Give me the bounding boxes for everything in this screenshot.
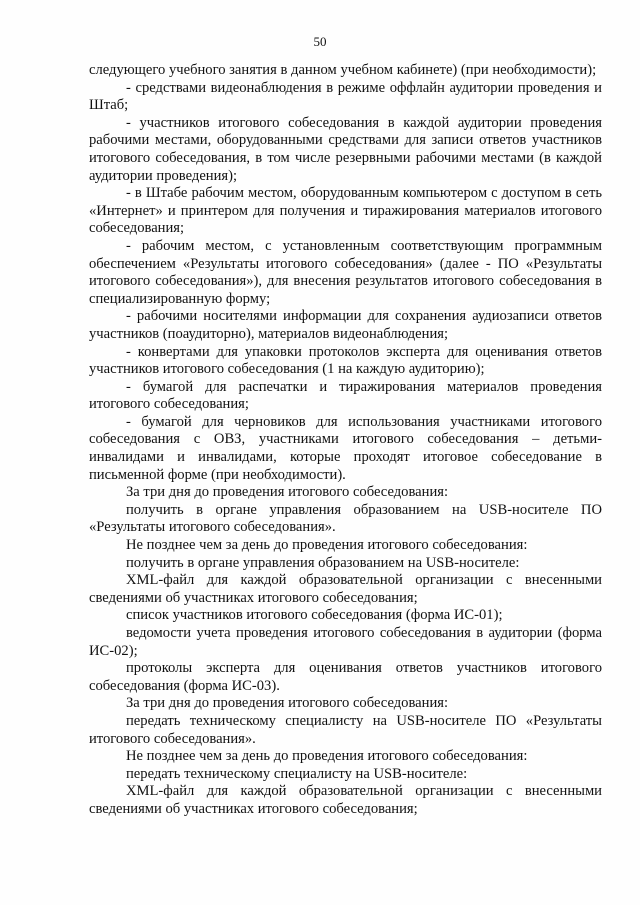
paragraph: XML-файл для каждой образовательной организации с внесенными сведениями об участниках итогового собеседования; <box>89 572 602 606</box>
paragraph: передать техническому специалисту на USB-носителе ПО «Результаты итогового собеседования». <box>89 712 602 747</box>
paragraph: За три дня до проведения итогового собеседования: <box>126 484 449 501</box>
paragraph: следующего учебного занятия в данном учебном кабинете) (при необходимости); <box>89 62 597 78</box>
list-item: - в Штабе рабочим местом, оборудованным компьютером с доступом в сеть «Интернет» и принтером для получения и тиражирования материалов итогового собеседования; <box>89 185 602 237</box>
paragraph: получить в органе управления образованием на USB-носителе ПО «Результаты итогового собеседования». <box>89 501 602 536</box>
page-number: 50 <box>313 34 327 49</box>
paragraph: Не позднее чем за день до проведения итогового собеседования: <box>126 537 528 554</box>
document-body <box>89 62 602 819</box>
list-item: - рабочими носителями информации для сохранения аудиозаписи ответов участников (поаудиторно), материалов видеонаблюдения; <box>89 308 602 342</box>
paragraph: Не позднее чем за день до проведения итогового собеседования: <box>126 748 528 765</box>
paragraph: получить в органе управления образованием на USB-носителе: <box>126 554 520 571</box>
paragraph: список участников итогового собеседования (форма ИС-01); <box>126 607 503 624</box>
paragraph: За три дня до проведения итогового собеседования: <box>126 695 449 712</box>
list-item: - бумагой для распечатки и тиражирования материалов проведения итогового собеседования; <box>89 378 602 413</box>
list-item: - средствами видеонаблюдения в режиме оффлайн аудитории проведения и Штаб; <box>89 79 602 114</box>
list-item: - бумагой для черновиков для использования участниками итогового собеседования с ОВЗ, участниками итогового собеседования – детьми-инвалидами и инвалидами, которые проходят итоговое собеседование в письменной форме (при необходимости). <box>89 413 602 483</box>
list-item: - рабочим местом, с установленным соответствующим программным обеспечением «Результаты итогового собеседования» (далее - ПО «Результаты итогового собеседования»), для внесения результатов итогового собеседования в специализированную форму; <box>89 237 602 307</box>
paragraph: ведомости учета проведения итогового собеседования в аудитории (форма ИС-02); <box>89 625 602 659</box>
paragraph: XML-файл для каждой образовательной организации с внесенными сведениями об участниках итогового собеседования; <box>89 783 602 817</box>
list-item: - конвертами для упаковки протоколов эксперта для оценивания ответов участников итогового собеседования (1 на каждую аудиторию); <box>89 343 602 378</box>
paragraph: протоколы эксперта для оценивания ответов участников итогового собеседования (форма ИС-03). <box>89 660 602 694</box>
paragraph: передать техническому специалисту на USB-носителе: <box>126 765 468 782</box>
list-item: - участников итогового собеседования в каждой аудитории проведения рабочими местами, оборудованными средствами для записи ответов участников итогового собеседования, в том числе резервными рабочими местами (в каждой аудитории проведения); <box>89 114 602 184</box>
